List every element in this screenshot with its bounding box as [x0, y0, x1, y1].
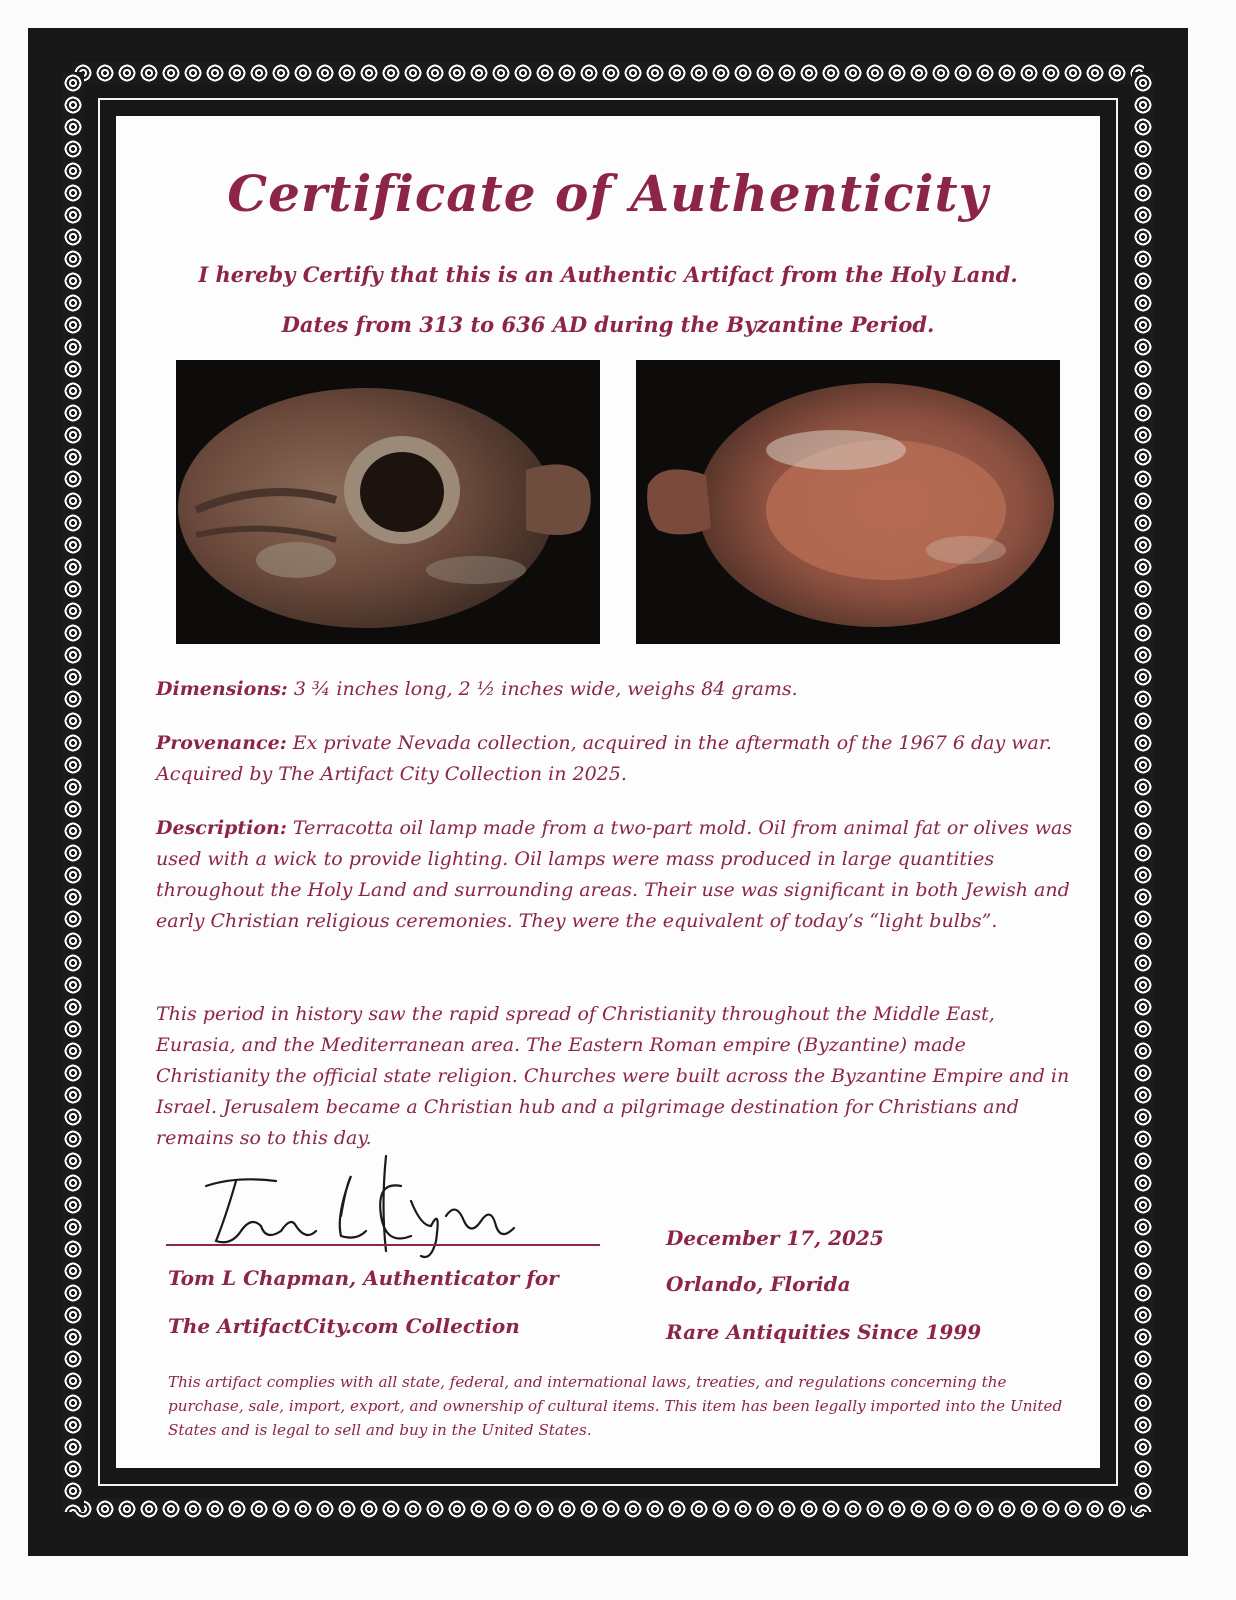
certificate-date: December 17, 2025 [666, 1226, 884, 1250]
company-tagline: Rare Antiquities Since 1999 [666, 1320, 982, 1344]
description-text: Terracotta oil lamp made from a two-part mold. Oil from animal fat or olives was used with a wick to provide lighting. Oil lamps were mass produced in large quantities throughout the Holy Land and surrounding areas. Their use was significant in both Jewish and early Christian religious ceremonies. They were the equivalent of today’s “light bulbs”. [156, 817, 1073, 932]
description-paragraph [156, 813, 1076, 937]
description-label: Description: [156, 817, 287, 839]
lamp-top-image [176, 360, 600, 644]
collection-name: The ArtifactCity.com Collection [168, 1314, 520, 1338]
provenance-label: Provenance: [156, 732, 287, 754]
certification-statement: I hereby Certify that this is an Authentic Artifact from the Holy Land. [198, 262, 1018, 287]
border-pattern-left [62, 72, 84, 1512]
dimensions-label: Dimensions: [156, 678, 288, 700]
border-pattern-bottom [72, 1498, 1144, 1520]
certificate-title: Certificate of Authenticity [227, 164, 989, 223]
dimensions-text: 3 ¾ inches long, 2 ½ inches wide, weighs 84 grams. [287, 678, 798, 700]
border-pattern-right [1132, 72, 1154, 1512]
signature-line [166, 1244, 600, 1246]
lamp-bottom-image [636, 360, 1060, 644]
certificate-panel [116, 116, 1100, 1468]
decorative-border [28, 28, 1188, 1556]
period-statement: Dates from 313 to 636 AD during the Byzantine Period. [281, 312, 935, 337]
certificate-location: Orlando, Florida [666, 1272, 851, 1296]
lamp-photo-bottom [636, 360, 1060, 644]
lamp-photo-top [176, 360, 600, 644]
history-paragraph: This period in history saw the rapid spread of Christianity throughout the Middle East, Eurasia, and the Mediterranean area. The Eastern Roman empire (Byzantine) made Christianity the official state religion. Churches were built across the Byzantine Empire and in Israel. Jerusalem became a Christian hub and a pilgrimage destination for Christians and remains so to this day. [156, 1003, 1070, 1149]
legal-disclaimer: This artifact complies with all state, federal, and international laws, treaties, and regulations concerning the purchase, sale, import, export, and ownership of cultural items. This item has been legally imported into the United States and is legal to sell and buy in the United States. [168, 1373, 1063, 1439]
dimensions-paragraph [156, 674, 1076, 705]
authenticator-name: Tom L Chapman, Authenticator for [168, 1266, 559, 1290]
border-pattern-top [72, 62, 1144, 84]
handwritten-signature [196, 1146, 526, 1266]
provenance-text: Ex private Nevada collection, acquired in the aftermath of the 1967 6 day war. Acquired by The Artifact City Collection in 2025. [156, 732, 1052, 785]
provenance-paragraph [156, 728, 1076, 790]
